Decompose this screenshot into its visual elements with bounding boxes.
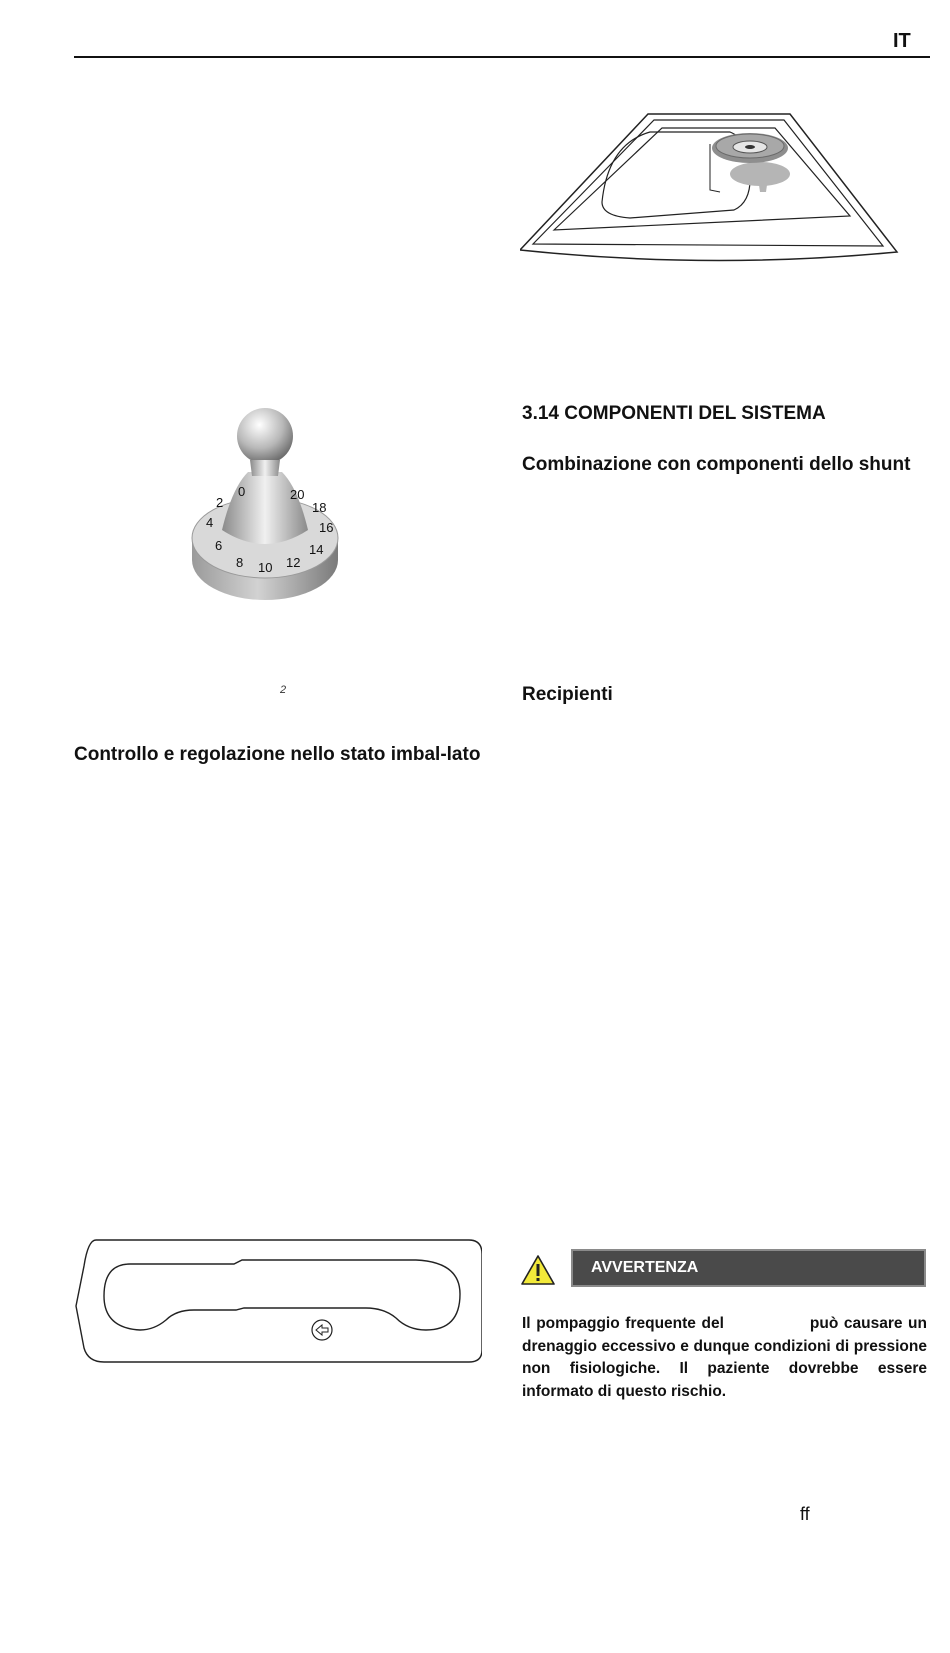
dial-number-16: 16	[319, 520, 334, 535]
dial-number-18: 18	[312, 500, 327, 515]
dial-number-14: 14	[309, 542, 324, 557]
adjustment-tool-illustration	[190, 408, 360, 633]
warning-text	[522, 1313, 927, 1403]
combination-heading: Combinazione con componenti dello shunt	[522, 454, 911, 475]
dial-number-6: 6	[215, 538, 223, 553]
warning-label-bar	[571, 1249, 926, 1287]
dial-number-12: 12	[286, 555, 301, 570]
header-rule	[74, 56, 930, 58]
section-heading: 3.14 COMPONENTI DEL SISTEMA	[522, 403, 826, 424]
dial-number-0: 0	[238, 484, 246, 499]
dial-number-8: 8	[236, 555, 244, 570]
figure-number: 2	[280, 684, 287, 696]
warning-label: AVVERTENZA	[591, 1259, 699, 1276]
dial-number-4: 4	[206, 515, 214, 530]
warning-text-start: Il pompaggio frequente del	[522, 1315, 724, 1332]
tray-illustration	[520, 112, 930, 287]
dial-number-10: 10	[258, 560, 273, 575]
dial-number-2: 2	[216, 495, 224, 510]
container-card-illustration	[74, 1238, 482, 1378]
language-code: IT	[893, 30, 911, 52]
containers-heading: Recipienti	[522, 684, 613, 705]
dial-number-20: 20	[290, 487, 305, 502]
warning-triangle-icon	[520, 1254, 556, 1286]
warning-text-end: può causare un drenaggio eccessivo e dunque condizioni di pressione non fisiologiche. Il paziente dovrebbe essere informato di questo rischio.	[522, 1315, 927, 1400]
control-heading: Controllo e regolazione nello stato imbal-lato	[74, 744, 481, 765]
page-marker: ff	[800, 1504, 810, 1524]
